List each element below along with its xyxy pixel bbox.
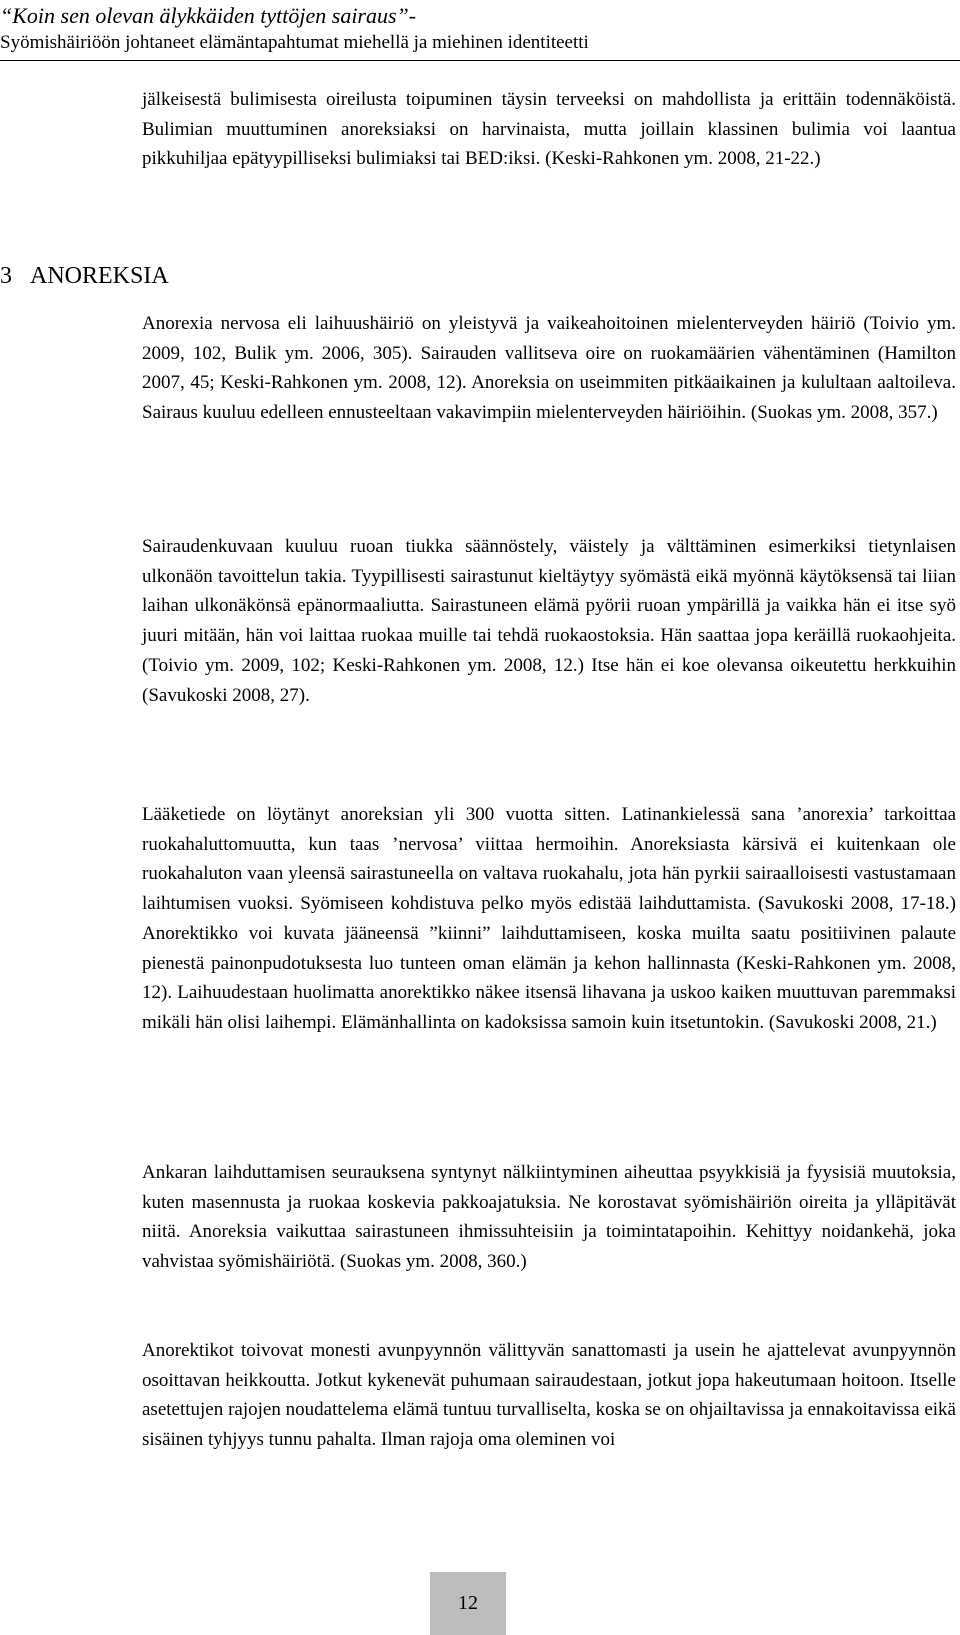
paragraph-help-seeking: Anorektikot toivovat monesti avunpyynnön välittyvän sanattomasti ja usein he ajattelevat avunpyynnön osoittavan heikkoutta. Jotkut kykenevät puhumaan sairaudestaan, jotkut jopa hakeutumaan hoitoon. Itselle asetettujen rajojen noudattelema elämä tuntuu turvalliselta, koska se on ohjailtavissa ja ennakoitavissa eikä sisäinen tyhjyys tunnu pahalta. Ilman rajoja oma oleminen voi	[142, 1340, 956, 1451]
paragraph-history: Lääketiede on löytänyt anoreksian yli 300 vuotta sitten. Latinankielessä sana ’anorexia’ tarkoittaa ruokahaluttomuutta, kun taas ’nervosa’ viittaa hermoihin. Anoreksiasta kärsivä ei kuitenkaan ole ruokahaluton vaan yleensä sairastuneella on valtava ruokahalu, jota hän pyrkii sairaalloisesti vastustamaan laihtumisen vuoksi. Syömiseen kohdistuva pelko myös edistää laihduttamista. (Savukoski 2008, 17-18.) Anorektikko voi kuvata jääneensä ”kiinni” laihduttamiseen, koska muilta saatu positiivinen palaute pienestä painonpudotuksesta luo tunteen oman elämän ja kehon hallinnasta (Keski-Rahkonen ym. 2008, 12). Laihuudestaan huolimatta anorektikko näkee itsensä lihavana ja uskoo kaiken muuttuvan paremmaksi mikäli hän olisi laihempi. Elämänhallinta on kadoksissa samoin kuin itsetuntokin. (Savukoski 2008, 21.)	[142, 804, 956, 1033]
page-number	[430, 1572, 506, 1635]
header-title: “Koin sen olevan älykkäiden tyttöjen sairaus”-	[0, 3, 417, 28]
paragraph-starvation-effects: Ankaran laihduttamisen seurauksena syntynyt nälkiintyminen aiheuttaa psyykkisiä ja fyysisiä muutoksia, kuten masennusta ja ruokaa koskevia pakkoajatuksia. Ne korostavat syömishäiriön oireita ja ylläpitävät niitä. Anoreksia vaikuttaa sairastuneen ihmissuhteisiin ja toimintatapoihin. Kehittyy noidankehä, joka vahvistaa syömishäiriötä. (Suokas ym. 2008, 360.)	[142, 1162, 956, 1273]
paragraph-bulimia-recovery: jälkeisestä bulimisesta oireilusta toipuminen täysin terveeksi on mahdollista ja erittäin todennäköistä. Bulimian muuttuminen anoreksiaksi on harvinaista, mutta joillain klassinen bulimia voi laantua pikkuhiljaa epätyypilliseksi bulimiaksi tai BED:iksi. (Keski-Rahkonen ym. 2008, 21-22.)	[142, 89, 956, 170]
page-number-label: 12	[458, 1592, 478, 1614]
header-divider	[0, 60, 960, 61]
paragraph-anorexia-definition: Anorexia nervosa eli laihuushäiriö on yleistyvä ja vaikeahoitoinen mielenterveyden häiriö (Toivio ym. 2009, 102, Bulik ym. 2006, 305). Sairauden vallitseva oire on ruokamäärien vähentäminen (Hamilton 2007, 45; Keski-Rahkonen ym. 2008, 12). Anoreksia on useimmiten pitkäaikainen ja kulultaan aaltoileva. Sairaus kuuluu edelleen ennusteeltaan vakavimpiin mielenterveyden häiriöihin. (Suokas ym. 2008, 357.)	[142, 313, 956, 424]
section-heading	[0, 260, 169, 292]
section-number: 3	[0, 263, 12, 289]
paragraph-symptoms: Sairaudenkuvaan kuuluu ruoan tiukka säännöstely, väistely ja välttäminen esimerkiksi tietynlaisen ulkonäön tavoittelun takia. Tyypillisesti sairastunut kieltäytyy syömästä eikä myönnä käytöksensä tai liian laihan ulkonäkönsä epänormaaliutta. Sairastuneen elämä pyörii ruoan ympärillä ja vaikka hän ei itse syö juuri mitään, hän voi laittaa ruokaa muille tai tehdä ruokaostoksia. Hän saattaa jopa keräillä ruokaohjeita. (Toivio ym. 2009, 102; Keski-Rahkonen ym. 2008, 12.) Itse hän ei koe olevansa oikeutettu herkkuihin (Savukoski 2008, 27).	[142, 536, 956, 706]
section-title: ANOREKSIA	[30, 263, 169, 289]
header-subtitle: Syömishäiriöön johtaneet elämäntapahtumat miehellä ja miehinen identiteetti	[0, 32, 589, 53]
running-header	[0, 2, 960, 56]
